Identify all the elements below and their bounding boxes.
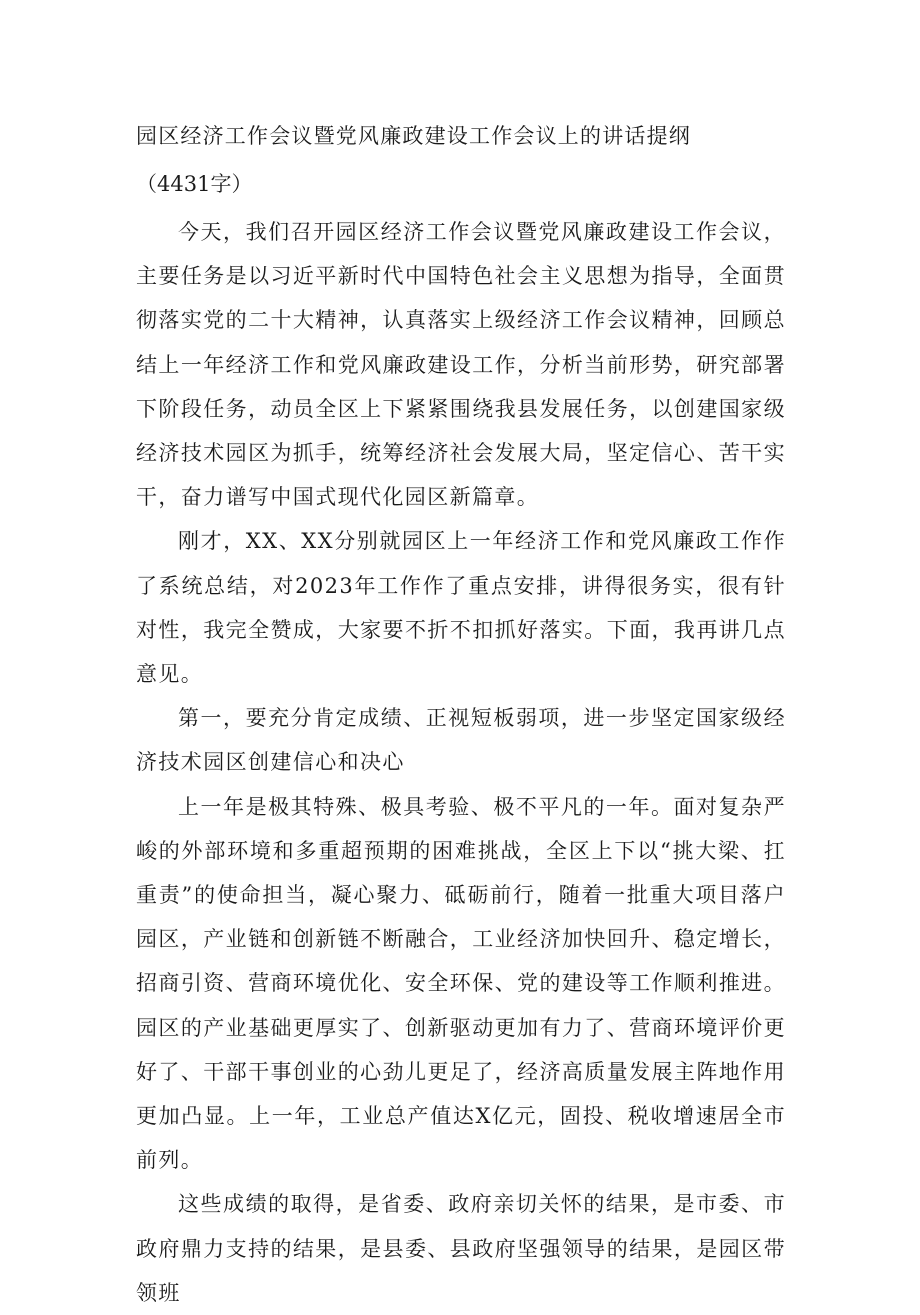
paragraph-opening: 今天，我们召开园区经济工作会议暨党风廉政建设工作会议，主要任务是以习近平新时代中国特色社会主义思想为指导，全面贯彻落实党的二十大精神，认真落实上级经济工作会议精神，回顾总结上一年经济工作和党风廉政建设工作，分析当前形势，研究部署下阶段任务，动员全区上下紧紧围绕我县发展任务，以创建国家级经济技术园区为抓手，统筹经济社会发展大局，坚定信心、苦干实干，奋力谱写中国式现代化园区新篇章。	[136, 220, 786, 510]
word-count: （4431字）	[136, 172, 253, 196]
paragraph-achievements: 上一年是极其特殊、极具考验、极不平凡的一年。面对复杂严峻的外部环境和多重超预期的困难挑战，全区上下以“挑大梁、扛重责”的使命担当，凝心聚力、砥砺前行，随着一批重大项目落户园区，产业链和创新链不断融合，工业经济加快回升、稳定增长，招商引资、营商环境优化、安全环保、党的建设等工作顺利推进。园区的产业基础更厚实了、创新驱动更加有力了、营商环境评价更好了、干部干事创业的心劲儿更足了，经济高质量发展主阵地作用更加凸显。上一年，工业总产值达X亿元，固投、税收增速居全市前列。	[136, 794, 786, 1173]
paragraph-remarks: 刚才，XX、XX分别就园区上一年经济工作和党风廉政工作作了系统总结，对2023年工作作了重点安排，讲得很务实，很有针对性，我完全赞成，大家要不折不扣抓好落实。下面，我再讲几点意见。	[136, 529, 786, 687]
section-heading-first: 第一，要充分肯定成绩、正视短板弱项，进一步坚定国家级经济技术园区创建信心和决心	[136, 706, 786, 775]
paragraph-acknowledgement: 这些成绩的取得，是省委、政府亲切关怀的结果，是市委、市政府鼎力支持的结果，是县委、县政府坚强领导的结果，是园区带领班	[136, 1192, 786, 1305]
document-body	[136, 210, 786, 1315]
document-title: 园区经济工作会议暨党风廉政建设工作会议上的讲话提纲	[136, 124, 691, 148]
